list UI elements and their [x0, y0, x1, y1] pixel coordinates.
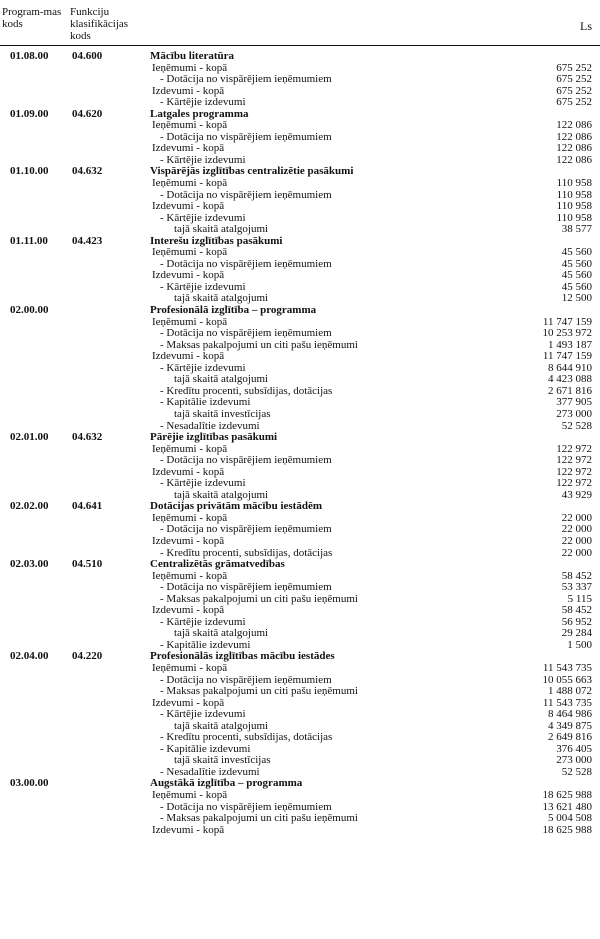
row-amount: 5 004 508 [548, 812, 592, 825]
function-code: 04.423 [72, 234, 103, 247]
program-heading-row [0, 651, 600, 663]
table-row [0, 132, 600, 144]
table-row [0, 813, 600, 825]
table-row [0, 397, 600, 409]
program-code: 01.09.00 [10, 107, 49, 120]
row-amount: 110 958 [556, 188, 592, 201]
row-label: Izdevumi - kopā [152, 823, 225, 836]
row-label: - Kredītu procenti, subsīdijas, dotācijas [160, 546, 333, 559]
function-code: 04.220 [72, 650, 103, 663]
row-label: Mācību literatūra [150, 50, 235, 62]
table-row [0, 617, 600, 629]
row-amount: 11 543 735 [542, 696, 592, 709]
row-label: Ieņēmumi - kopā [152, 119, 228, 132]
row-label: - Dotācija no vispārējiem ieņēmumiem [160, 523, 332, 536]
program-code: 02.00.00 [10, 304, 49, 317]
table-row [0, 790, 600, 802]
table-row [0, 86, 600, 98]
row-label: Izdevumi - kopā [152, 465, 225, 478]
table-row [0, 213, 600, 225]
row-label: - Nesadalītie izdevumi [160, 765, 260, 778]
row-amount: 675 252 [556, 96, 592, 109]
function-code: 04.632 [72, 165, 103, 178]
row-label: - Kārtējie izdevumi [160, 96, 246, 109]
row-amount: 675 252 [556, 84, 592, 97]
table-row [0, 201, 600, 213]
program-code: 01.08.00 [10, 50, 49, 62]
function-code: 04.600 [72, 50, 103, 62]
row-amount: 122 086 [556, 153, 592, 166]
row-amount: 13 621 480 [542, 800, 592, 813]
row-amount: 29 284 [561, 627, 592, 640]
table-row [0, 467, 600, 479]
table-row [0, 744, 600, 756]
row-amount: 45 560 [561, 269, 592, 282]
row-label: - Kārtējie izdevumi [160, 708, 246, 721]
row-amount: 11 747 159 [542, 350, 592, 363]
function-code: 04.641 [72, 500, 103, 513]
row-amount: 110 958 [556, 177, 592, 190]
row-label: tajā skaitā investīcijas [174, 407, 271, 420]
row-amount: 122 972 [556, 465, 592, 478]
row-label: Vispārējās izglītības centralizētie pasākumi [150, 165, 354, 178]
row-amount: 2 649 816 [548, 731, 592, 744]
row-amount: 38 577 [561, 223, 592, 236]
program-code: 01.11.00 [10, 234, 48, 247]
row-label: tajā skaitā atalgojumi [174, 223, 269, 236]
row-label: Izdevumi - kopā [152, 350, 225, 363]
row-label: - Dotācija no vispārējiem ieņēmumiem [160, 327, 332, 340]
row-label: Centralizētās grāmatvedības [150, 558, 285, 571]
row-label: Interešu izglītības pasākumi [150, 234, 283, 247]
row-amount: 110 958 [556, 211, 592, 224]
row-amount: 122 086 [556, 119, 592, 132]
row-label: Ieņēmumi - kopā [152, 442, 228, 455]
row-amount: 10 055 663 [542, 673, 592, 686]
program-heading-row [0, 236, 600, 248]
row-label: Izdevumi - kopā [152, 696, 225, 709]
row-amount: 52 528 [561, 419, 592, 432]
row-amount: 122 972 [556, 442, 592, 455]
row-label: Izdevumi - kopā [152, 84, 225, 97]
table-row [0, 582, 600, 594]
program-code: 02.02.00 [10, 500, 49, 513]
table-row [0, 755, 600, 767]
table-row [0, 340, 600, 352]
row-label: - Dotācija no vispārējiem ieņēmumiem [160, 454, 332, 467]
row-amount: 4 349 875 [548, 719, 592, 732]
row-label: - Kārtējie izdevumi [160, 280, 246, 293]
program-code: 02.03.00 [10, 558, 49, 571]
row-label: tajā skaitā atalgojumi [174, 292, 269, 305]
row-label: - Kredītu procenti, subsīdijas, dotācijas [160, 384, 333, 397]
row-label: - Kārtējie izdevumi [160, 615, 246, 628]
row-amount: 8 464 986 [548, 708, 592, 721]
table-row [0, 825, 600, 837]
table-row [0, 409, 600, 421]
table-row [0, 455, 600, 467]
row-label: - Dotācija no vispārējiem ieņēmumiem [160, 800, 332, 813]
program-code: 01.10.00 [10, 165, 49, 178]
row-label: - Kārtējie izdevumi [160, 153, 246, 166]
row-label: Ieņēmumi - kopā [152, 789, 228, 801]
row-amount: 56 952 [561, 615, 592, 628]
row-amount: 2 671 816 [548, 384, 592, 397]
row-amount: 58 452 [561, 604, 592, 617]
table-row [0, 190, 600, 202]
table-row [0, 74, 600, 86]
row-label: Izdevumi - kopā [152, 269, 225, 282]
header-currency: Ls [580, 19, 592, 33]
row-amount: 1 500 [567, 638, 592, 651]
row-label: Izdevumi - kopā [152, 200, 225, 213]
table-row [0, 270, 600, 282]
row-amount: 53 337 [561, 581, 592, 594]
table-row [0, 536, 600, 548]
row-label: - Dotācija no vispārējiem ieņēmumiem [160, 130, 332, 143]
row-amount: 122 972 [556, 454, 592, 467]
row-amount: 12 500 [561, 292, 592, 305]
program-heading-row [0, 501, 600, 513]
row-label: Pārējie izglītības pasākumi [150, 431, 278, 444]
row-amount: 377 905 [556, 396, 592, 409]
table-row [0, 351, 600, 363]
row-label: tajā skaitā atalgojumi [174, 488, 269, 501]
table-row [0, 178, 600, 190]
row-amount: 675 252 [556, 73, 592, 86]
row-amount: 11 543 735 [542, 661, 592, 674]
table-row [0, 594, 600, 606]
table-row [0, 686, 600, 698]
row-amount: 22 000 [561, 546, 592, 559]
table-row [0, 698, 600, 710]
table-row [0, 663, 600, 675]
header-function-code: Funkciju klasifikācijas kods [70, 6, 129, 42]
row-label: - Kapitālie izdevumi [160, 396, 251, 409]
row-amount: 122 086 [556, 130, 592, 143]
row-label: - Maksas pakalpojumi un citi pašu ieņēmumi [160, 338, 358, 351]
row-label: - Kapitālie izdevumi [160, 742, 251, 755]
header-program-code: Program-mas kods [2, 6, 62, 30]
row-amount: 22 000 [561, 534, 592, 547]
header-divider [0, 45, 600, 46]
row-label: - Maksas pakalpojumi un citi pašu ieņēmumi [160, 592, 358, 605]
row-label: - Nesadalītie izdevumi [160, 419, 260, 432]
row-label: Profesionālā izglītība – programma [150, 304, 317, 317]
row-amount: 675 252 [556, 61, 592, 74]
row-label: - Kārtējie izdevumi [160, 211, 246, 224]
program-code: 02.01.00 [10, 431, 49, 444]
row-label: - Dotācija no vispārējiem ieņēmumiem [160, 257, 332, 270]
row-amount: 273 000 [556, 754, 592, 767]
row-amount: 4 423 088 [548, 373, 592, 386]
row-label: Ieņēmumi - kopā [152, 569, 228, 582]
row-label: Ieņēmumi - kopā [152, 246, 228, 259]
row-label: tajā skaitā atalgojumi [174, 627, 269, 640]
row-label: tajā skaitā investīcijas [174, 754, 271, 767]
row-label: Profesionālās izglītības mācību iestādes [150, 650, 335, 663]
table-row [0, 732, 600, 744]
function-code: 04.632 [72, 431, 103, 444]
program-heading-row [0, 305, 600, 317]
row-amount: 376 405 [556, 742, 592, 755]
table-row [0, 605, 600, 617]
row-label: - Maksas pakalpojumi un citi pašu ieņēmumi [160, 685, 358, 698]
row-label: - Kārtējie izdevumi [160, 477, 246, 490]
row-amount: 8 644 910 [548, 361, 592, 374]
table-row [0, 628, 600, 640]
row-amount: 273 000 [556, 407, 592, 420]
row-label: - Dotācija no vispārējiem ieņēmumiem [160, 188, 332, 201]
row-amount: 5 115 [567, 592, 592, 605]
program-heading-row [0, 51, 600, 63]
row-amount: 18 625 988 [542, 789, 592, 801]
row-amount: 122 972 [556, 477, 592, 490]
program-heading-row [0, 778, 600, 790]
row-amount: 45 560 [561, 257, 592, 270]
row-amount: 52 528 [561, 765, 592, 778]
table-row [0, 328, 600, 340]
table-row [0, 524, 600, 536]
row-label: Ieņēmumi - kopā [152, 177, 228, 190]
budget-table [0, 51, 600, 836]
row-label: - Dotācija no vispārējiem ieņēmumiem [160, 581, 332, 594]
row-amount: 18 625 988 [542, 823, 592, 836]
table-row [0, 478, 600, 490]
row-label: Izdevumi - kopā [152, 604, 225, 617]
row-label: - Dotācija no vispārējiem ieņēmumiem [160, 73, 332, 86]
row-label: tajā skaitā atalgojumi [174, 373, 269, 386]
row-amount: 1 493 187 [548, 338, 592, 351]
function-code: 04.620 [72, 107, 103, 120]
row-amount: 122 086 [556, 142, 592, 155]
row-label: tajā skaitā atalgojumi [174, 719, 269, 732]
table-row [0, 97, 600, 109]
row-label: Ieņēmumi - kopā [152, 511, 228, 524]
row-amount: 45 560 [561, 246, 592, 259]
row-label: Izdevumi - kopā [152, 534, 225, 547]
program-heading-row [0, 432, 600, 444]
row-label: Izdevumi - kopā [152, 142, 225, 155]
row-label: - Maksas pakalpojumi un citi pašu ieņēmumi [160, 812, 358, 825]
row-label: - Dotācija no vispārējiem ieņēmumiem [160, 673, 332, 686]
row-amount: 45 560 [561, 280, 592, 293]
row-label: Augstākā izglītība – programma [150, 777, 303, 790]
program-code: 03.00.00 [10, 777, 49, 790]
row-label: Ieņēmumi - kopā [152, 661, 228, 674]
program-heading-row [0, 109, 600, 121]
row-amount: 22 000 [561, 511, 592, 524]
row-amount: 1 488 072 [548, 685, 592, 698]
row-amount: 10 253 972 [542, 327, 592, 340]
row-label: Latgales programma [150, 107, 249, 120]
table-row [0, 363, 600, 375]
row-label: - Kredītu procenti, subsīdijas, dotācijas [160, 731, 333, 744]
function-code: 04.510 [72, 558, 103, 571]
row-amount: 43 929 [561, 488, 592, 501]
row-label: Ieņēmumi - kopā [152, 315, 228, 328]
row-label: - Kārtējie izdevumi [160, 361, 246, 374]
program-code: 02.04.00 [10, 650, 49, 663]
table-row [0, 282, 600, 294]
row-label: - Kapitālie izdevumi [160, 638, 251, 651]
row-amount: 22 000 [561, 523, 592, 536]
row-amount: 11 747 159 [542, 315, 592, 328]
table-row [0, 143, 600, 155]
row-label: Dotācijas privātām mācību iestādēm [150, 500, 323, 513]
row-label: Ieņēmumi - kopā [152, 61, 228, 74]
table-row [0, 709, 600, 721]
row-amount: 110 958 [556, 200, 592, 213]
program-heading-row [0, 166, 600, 178]
table-row [0, 386, 600, 398]
row-amount: 58 452 [561, 569, 592, 582]
program-heading-row [0, 559, 600, 571]
table-row [0, 259, 600, 271]
